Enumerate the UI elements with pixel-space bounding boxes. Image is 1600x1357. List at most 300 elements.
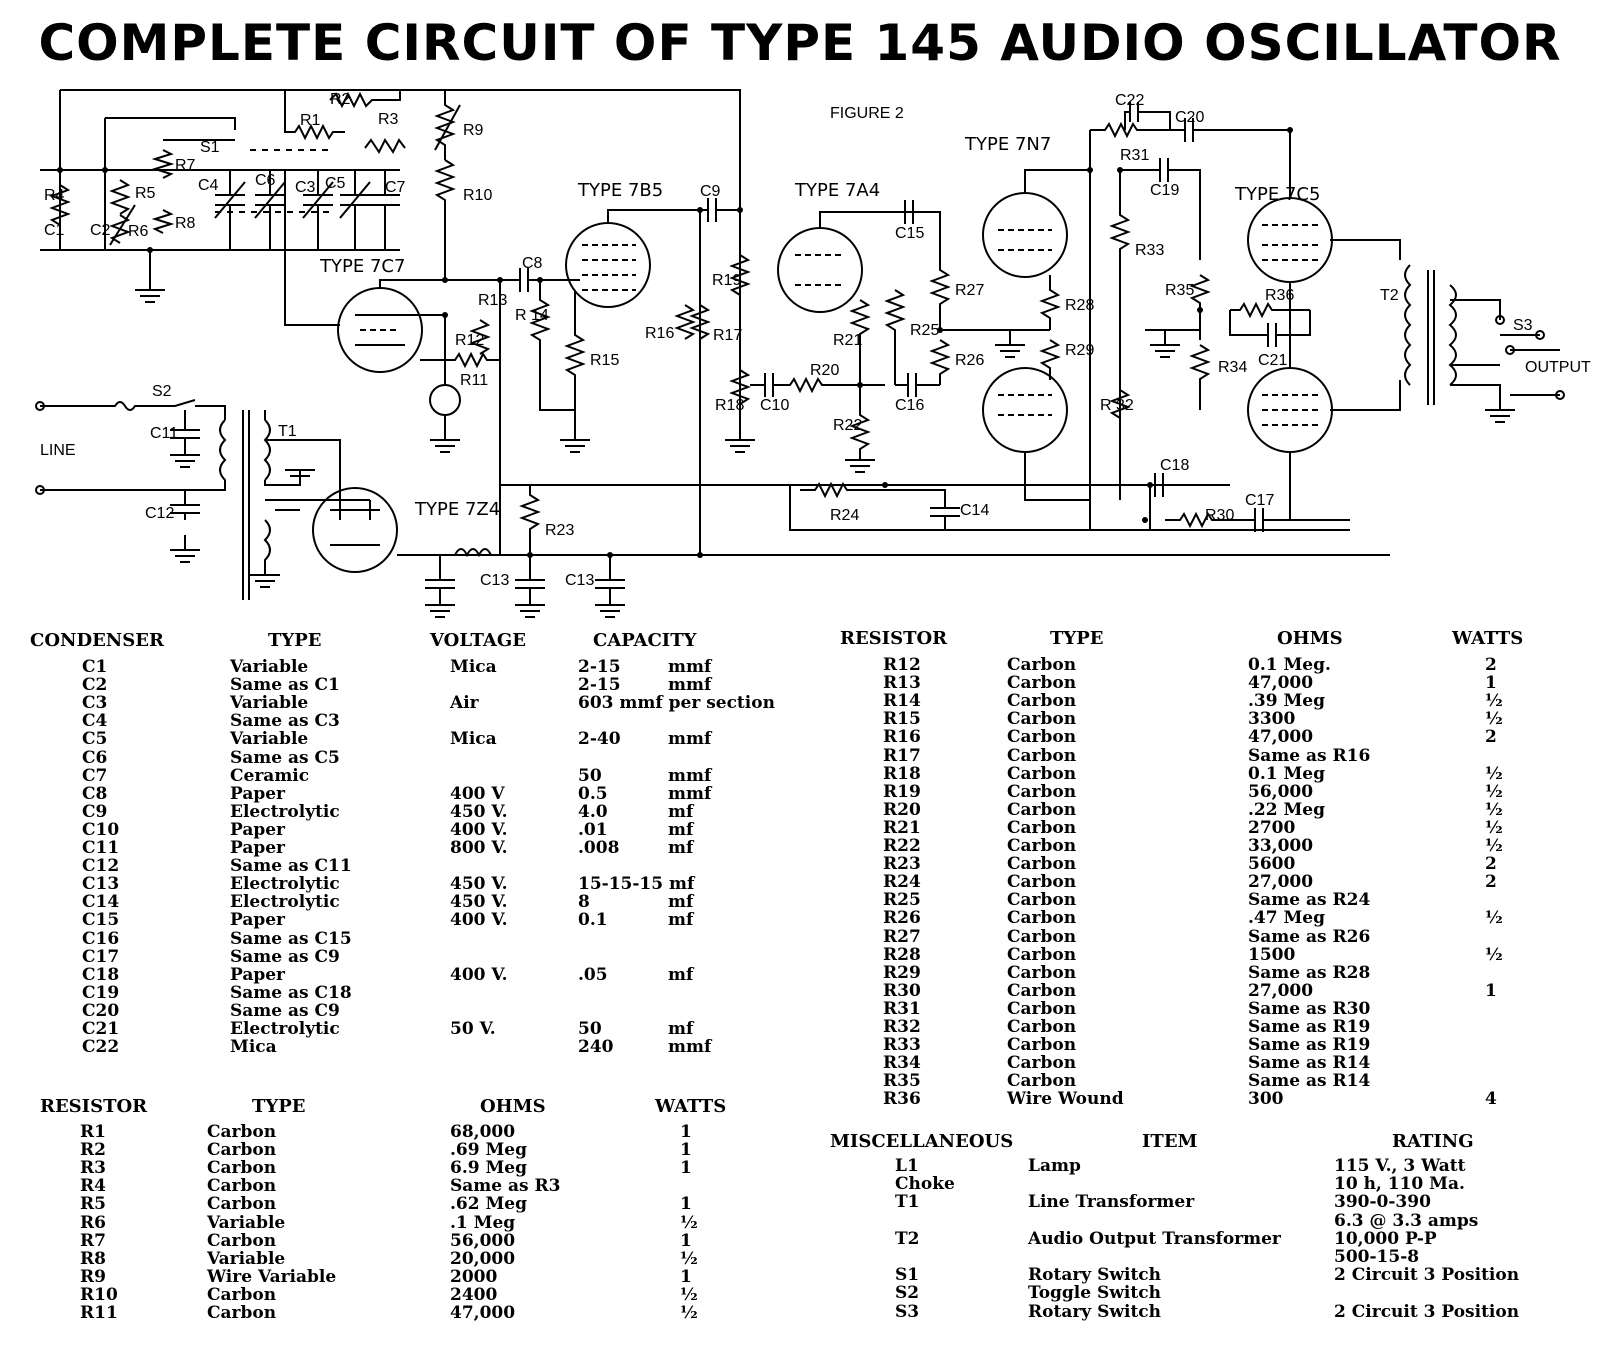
resistor-left-cell: .62 Meg xyxy=(450,1194,528,1215)
resistor-left-cell: Carbon xyxy=(207,1140,277,1161)
resistor-right-cell: Carbon xyxy=(1007,673,1077,694)
resistor-right-cell: Carbon xyxy=(1007,655,1077,675)
resistor-right-cell: R19 xyxy=(883,781,921,802)
tube-7c5-lower xyxy=(1248,368,1332,452)
resistor-left-cell: 1 xyxy=(680,1230,692,1251)
resistor-right-cell: Carbon xyxy=(1007,890,1077,911)
resistor-left-cell: 68,000 xyxy=(450,1122,516,1142)
resistor-right-cell: Carbon xyxy=(1007,962,1077,983)
condenser-cell: C15 xyxy=(82,910,120,931)
condenser-cell: 400 V xyxy=(450,783,505,804)
condenser-cell: mmf xyxy=(668,729,712,750)
condenser-cell: mmf xyxy=(668,783,712,804)
condenser-cell: mmf xyxy=(668,1037,712,1058)
condenser-cell: C1 xyxy=(82,657,108,677)
misc-cell: T1 xyxy=(895,1192,920,1213)
line-label: LINE xyxy=(40,442,76,459)
label-R35: R35 xyxy=(1165,282,1195,299)
resistor-left-header-resistor: RESISTOR xyxy=(40,1096,148,1117)
resistor-right-cell: Carbon xyxy=(1007,1017,1077,1037)
condenser-cell: Same as C9 xyxy=(230,946,340,967)
condenser-cell: mf xyxy=(668,910,694,931)
condenser-cell: 50 V. xyxy=(450,1019,496,1039)
tube-label-7c7: TYPE 7C7 xyxy=(320,256,406,277)
resistor-left-cell: 1 xyxy=(680,1194,692,1215)
label-R14: R 14 xyxy=(515,307,549,324)
label-S3: S3 xyxy=(1513,317,1533,334)
label-C19: C19 xyxy=(1150,182,1180,199)
resistor-right-cell: R27 xyxy=(883,926,921,947)
resistor-left-cell: 2400 xyxy=(450,1284,498,1305)
label-T1: T1 xyxy=(278,423,297,440)
label-R18: R18 xyxy=(715,397,745,414)
label-R29: R29 xyxy=(1065,342,1095,359)
misc-cell: 390-0-390 xyxy=(1334,1192,1431,1213)
resistor-left-cell: R6 xyxy=(80,1212,106,1233)
resistor-right-cell: 2 xyxy=(1485,872,1497,893)
label-R5: R5 xyxy=(135,185,156,202)
label-C13a: C13 xyxy=(480,572,510,589)
condenser-cell: C10 xyxy=(82,819,120,840)
condenser-cell: mf xyxy=(668,964,694,985)
condenser-cell: 0.5 xyxy=(578,783,608,804)
resistor-left-cell: Carbon xyxy=(207,1158,277,1179)
resistor-right-cell: ½ xyxy=(1485,817,1503,838)
condenser-cell: 800 V. xyxy=(450,838,508,858)
tube-7a4 xyxy=(778,228,862,312)
resistor-right-cell: Same as R14 xyxy=(1248,1053,1371,1074)
resistor-right-cell: ½ xyxy=(1485,944,1503,965)
condenser-cell: mmf xyxy=(668,675,712,696)
resistor-right-cell: R29 xyxy=(883,962,921,983)
resistor-right-cell: Same as R14 xyxy=(1248,1071,1371,1092)
resistor-right-cell: Carbon xyxy=(1007,872,1077,893)
misc-cell: 10,000 P-P xyxy=(1334,1228,1437,1249)
condenser-cell: Variable xyxy=(230,693,309,714)
condenser-cell: Paper xyxy=(230,783,286,804)
label-C17: C17 xyxy=(1245,492,1275,509)
tube-label-7z4: TYPE 7Z4 xyxy=(415,499,501,520)
resistor-left-cell: Carbon xyxy=(207,1284,277,1305)
condenser-cell: Same as C15 xyxy=(230,928,352,949)
label-C12: C12 xyxy=(145,505,175,522)
resistor-table-left xyxy=(40,1098,800,1338)
resistor-left-header-watts: WATTS xyxy=(655,1096,727,1117)
condenser-cell: mmf xyxy=(668,765,712,786)
misc-cell: T2 xyxy=(895,1228,920,1249)
condenser-cell: C20 xyxy=(82,1000,120,1021)
resistor-left-cell: R10 xyxy=(80,1284,118,1305)
resistor-right-cell: ½ xyxy=(1485,781,1503,802)
resistor-left-cell: R5 xyxy=(80,1194,106,1215)
condenser-cell: Paper xyxy=(230,910,286,931)
resistor-right-header-ohms: OHMS xyxy=(1277,628,1343,649)
misc-cell: S3 xyxy=(895,1301,920,1322)
condenser-cell: Variable xyxy=(230,729,309,750)
resistor-right-cell: 5600 xyxy=(1248,854,1296,875)
resistor-right-cell: 1 xyxy=(1485,673,1497,694)
condenser-cell: Paper xyxy=(230,838,286,858)
condenser-cell: 2-15 xyxy=(578,657,621,677)
condenser-cell: 450 V. xyxy=(450,801,508,822)
resistor-right-cell: ½ xyxy=(1485,799,1503,820)
resistor-left-cell: 56,000 xyxy=(450,1230,516,1251)
tube-label-7n7: TYPE 7N7 xyxy=(965,134,1052,155)
label-R13: R13 xyxy=(478,292,508,309)
condenser-cell: C12 xyxy=(82,856,120,877)
label-R21: R21 xyxy=(833,332,863,349)
label-C9: C9 xyxy=(700,183,721,200)
resistor-right-cell: Same as R30 xyxy=(1248,998,1371,1019)
circuit-schematic xyxy=(0,80,1600,640)
tube-label-7b5: TYPE 7B5 xyxy=(578,180,664,201)
condenser-cell: mf xyxy=(668,1019,694,1039)
resistor-right-cell: R33 xyxy=(883,1035,921,1056)
resistor-right-cell: Carbon xyxy=(1007,836,1077,856)
resistor-right-header-watts: WATTS xyxy=(1452,628,1524,649)
condenser-table xyxy=(30,632,810,1072)
label-C6: C6 xyxy=(255,172,276,189)
resistor-right-cell: 2 xyxy=(1485,854,1497,875)
tube-7n7-upper xyxy=(983,193,1067,277)
condenser-cell: Mica xyxy=(230,1037,277,1058)
resistor-left-cell: 6.9 Meg xyxy=(450,1158,528,1179)
condenser-cell: C2 xyxy=(82,675,108,696)
resistor-left-cell: R4 xyxy=(80,1176,106,1197)
condenser-header-capacity: CAPACITY xyxy=(593,630,697,651)
label-R22: R22 xyxy=(833,417,863,434)
label-R11: R11 xyxy=(460,372,489,389)
resistor-right-cell: 56,000 xyxy=(1248,781,1314,802)
condenser-cell: 400 V. xyxy=(450,910,508,931)
resistor-right-cell: Same as R16 xyxy=(1248,745,1371,766)
resistor-right-cell: R12 xyxy=(883,655,921,675)
condenser-cell: mf xyxy=(668,892,694,913)
label-C7: C7 xyxy=(385,179,406,196)
condenser-cell: Same as C5 xyxy=(230,747,340,768)
condenser-cell: C4 xyxy=(82,711,108,732)
resistor-left-cell: 20,000 xyxy=(450,1248,516,1269)
resistor-right-cell: R16 xyxy=(883,727,921,748)
condenser-cell: Same as C18 xyxy=(230,982,352,1003)
condenser-cell: 2-15 xyxy=(578,675,621,696)
label-R26: R26 xyxy=(955,352,985,369)
resistor-left-cell: .69 Meg xyxy=(450,1140,528,1161)
resistor-right-cell: Carbon xyxy=(1007,817,1077,838)
resistor-right-cell: 47,000 xyxy=(1248,673,1314,694)
condenser-cell: C21 xyxy=(82,1019,120,1039)
resistor-left-cell: Carbon xyxy=(207,1230,277,1251)
resistor-right-cell: Carbon xyxy=(1007,799,1077,820)
label-R20: R20 xyxy=(810,362,840,379)
resistor-left-cell: R8 xyxy=(80,1248,106,1269)
condenser-cell: Electrolytic xyxy=(230,1019,340,1039)
resistor-left-cell: ½ xyxy=(680,1303,698,1323)
condenser-cell: 450 V. xyxy=(450,892,508,913)
resistor-left-cell: Carbon xyxy=(207,1176,277,1197)
resistor-right-cell: ½ xyxy=(1485,691,1503,712)
condenser-cell: Paper xyxy=(230,819,286,840)
label-C11: C11 xyxy=(150,425,179,442)
condenser-cell: .05 xyxy=(578,964,608,985)
condenser-cell: C8 xyxy=(82,783,108,804)
resistor-left-cell: R2 xyxy=(80,1140,106,1161)
condenser-cell: .008 xyxy=(578,838,620,858)
label-C20: C20 xyxy=(1175,109,1205,126)
resistor-left-cell: 1 xyxy=(680,1140,692,1161)
resistor-right-cell: Same as R26 xyxy=(1248,926,1371,947)
label-R27: R27 xyxy=(955,282,985,299)
condenser-cell: C16 xyxy=(82,928,120,949)
misc-cell: Rotary Switch xyxy=(1028,1301,1162,1322)
label-C8: C8 xyxy=(522,255,543,272)
label-R28: R28 xyxy=(1065,297,1095,314)
label-R3: R3 xyxy=(378,111,399,128)
misc-cell: Lamp xyxy=(1028,1156,1081,1176)
tube-7n7-lower xyxy=(983,368,1067,452)
label-R34: R34 xyxy=(1218,359,1248,376)
resistor-right-cell: R15 xyxy=(883,709,921,730)
misc-cell: Line Transformer xyxy=(1028,1192,1195,1213)
label-C18: C18 xyxy=(1160,457,1190,474)
resistor-right-cell: R35 xyxy=(883,1071,921,1092)
label-R36: R36 xyxy=(1265,287,1295,304)
resistor-right-cell: 2 xyxy=(1485,655,1497,675)
condenser-cell: 400 V. xyxy=(450,964,508,985)
condenser-cell: C9 xyxy=(82,801,108,822)
label-C13b: C13 xyxy=(565,572,595,589)
label-R30: R30 xyxy=(1205,507,1235,524)
resistor-right-header-resistor: RESISTOR xyxy=(840,628,948,649)
condenser-cell: .01 xyxy=(578,819,608,840)
label-C15: C15 xyxy=(895,225,925,242)
misc-cell: 500-15-8 xyxy=(1334,1247,1420,1267)
label-R25: R25 xyxy=(910,322,940,339)
label-S1: S1 xyxy=(200,139,220,156)
label-S2: S2 xyxy=(152,383,172,400)
condenser-cell: C6 xyxy=(82,747,108,768)
condenser-cell: C11 xyxy=(82,838,120,858)
resistor-right-cell: Carbon xyxy=(1007,1071,1077,1092)
label-R19: R19 xyxy=(712,272,742,289)
label-R1: R1 xyxy=(300,112,321,129)
resistor-right-cell: Carbon xyxy=(1007,763,1077,784)
resistor-left-header-ohms: OHMS xyxy=(480,1096,546,1117)
label-R31: R31 xyxy=(1120,147,1150,164)
condenser-cell: Same as C3 xyxy=(230,711,340,732)
label-R7: R7 xyxy=(175,157,196,174)
resistor-right-cell: Carbon xyxy=(1007,727,1077,748)
condenser-cell: Electrolytic xyxy=(230,801,340,822)
misc-header-item: ITEM xyxy=(1142,1131,1198,1152)
resistor-right-cell: R34 xyxy=(883,1053,921,1074)
condenser-cell: 4.0 xyxy=(578,801,608,822)
resistor-right-cell: R25 xyxy=(883,890,921,911)
condenser-cell: C22 xyxy=(82,1037,120,1058)
resistor-right-cell: .22 Meg xyxy=(1248,799,1326,820)
label-C22: C22 xyxy=(1115,92,1145,109)
label-R10: R10 xyxy=(463,187,493,204)
condenser-cell: 603 mmf per section xyxy=(578,693,775,714)
misc-cell: S1 xyxy=(895,1265,920,1286)
label-R24: R24 xyxy=(830,507,860,524)
resistor-right-cell: R21 xyxy=(883,817,921,838)
resistor-left-cell: .1 Meg xyxy=(450,1212,516,1233)
resistor-left-cell: Same as R3 xyxy=(450,1176,561,1197)
resistor-right-cell: 0.1 Meg xyxy=(1248,763,1326,784)
resistor-right-cell: R36 xyxy=(883,1089,921,1110)
label-C10: C10 xyxy=(760,397,790,414)
resistor-right-cell: Carbon xyxy=(1007,1035,1077,1056)
resistor-right-cell: 0.1 Meg. xyxy=(1248,655,1331,675)
condenser-cell: Same as C11 xyxy=(230,856,352,877)
resistor-table-right xyxy=(840,630,1580,1120)
resistor-right-cell: Carbon xyxy=(1007,854,1077,875)
condenser-cell: 2-40 xyxy=(578,729,621,750)
resistor-right-cell: .39 Meg xyxy=(1248,691,1326,712)
condenser-cell: Same as C1 xyxy=(230,675,340,696)
resistor-left-cell: R3 xyxy=(80,1158,106,1179)
condenser-cell: C18 xyxy=(82,964,120,985)
condenser-cell: Variable xyxy=(230,657,309,677)
resistor-right-cell: Carbon xyxy=(1007,908,1077,929)
label-R32: R 32 xyxy=(1100,397,1134,414)
label-R15: R15 xyxy=(590,352,620,369)
label-C5: C5 xyxy=(325,175,346,192)
condenser-cell: 15-15-15 mf xyxy=(578,874,695,895)
resistor-left-cell: Carbon xyxy=(207,1122,277,1142)
resistor-left-cell: R1 xyxy=(80,1122,106,1142)
label-C16: C16 xyxy=(895,397,925,414)
resistor-right-cell: 27,000 xyxy=(1248,872,1314,893)
resistor-right-cell: 1500 xyxy=(1248,944,1296,965)
resistor-right-cell: Carbon xyxy=(1007,944,1077,965)
resistor-left-cell: Variable xyxy=(207,1212,286,1233)
condenser-cell: C13 xyxy=(82,874,120,895)
resistor-right-cell: ½ xyxy=(1485,763,1503,784)
label-R12: R12 xyxy=(455,332,485,349)
resistor-left-cell: 1 xyxy=(680,1122,692,1142)
resistor-left-cell: R11 xyxy=(80,1303,118,1323)
tube-7c5-upper xyxy=(1248,198,1332,282)
resistor-right-cell: ½ xyxy=(1485,836,1503,856)
resistor-right-cell: Carbon xyxy=(1007,709,1077,730)
condenser-cell: C19 xyxy=(82,982,120,1003)
resistor-right-cell: R23 xyxy=(883,854,921,875)
miscellaneous-table xyxy=(830,1133,1590,1343)
resistor-left-cell: 1 xyxy=(680,1158,692,1179)
resistor-left-cell: Carbon xyxy=(207,1194,277,1215)
resistor-right-cell: 33,000 xyxy=(1248,836,1314,856)
resistor-right-cell: 1 xyxy=(1485,980,1497,1001)
label-C21: C21 xyxy=(1258,352,1288,369)
condenser-cell: 240 xyxy=(578,1037,614,1058)
output-label: OUTPUT xyxy=(1525,359,1591,376)
resistor-right-cell: Carbon xyxy=(1007,980,1077,1001)
condenser-cell: 450 V. xyxy=(450,874,508,895)
resistor-right-cell: ½ xyxy=(1485,908,1503,929)
resistor-right-cell: R14 xyxy=(883,691,921,712)
tube-7b5 xyxy=(566,223,650,307)
condenser-cell: C5 xyxy=(82,729,108,750)
condenser-cell: C17 xyxy=(82,946,120,967)
resistor-left-cell: R9 xyxy=(80,1266,106,1287)
resistor-left-cell: Carbon xyxy=(207,1303,277,1323)
condenser-header-voltage: VOLTAGE xyxy=(430,630,526,651)
resistor-right-cell: R28 xyxy=(883,944,921,965)
condenser-cell: Air xyxy=(450,693,479,714)
condenser-cell: C14 xyxy=(82,892,120,913)
resistor-right-cell: R20 xyxy=(883,799,921,820)
condenser-cell: Ceramic xyxy=(230,765,310,786)
label-C2: C2 xyxy=(90,222,111,239)
resistor-right-cell: Carbon xyxy=(1007,998,1077,1019)
misc-cell: S2 xyxy=(895,1283,920,1304)
resistor-left-cell: ½ xyxy=(680,1284,698,1305)
label-C3: C3 xyxy=(295,179,316,196)
resistor-right-cell: R17 xyxy=(883,745,921,766)
label-R33: R33 xyxy=(1135,242,1165,259)
resistor-left-cell: Variable xyxy=(207,1248,286,1269)
misc-cell: Audio Output Transformer xyxy=(1028,1228,1281,1249)
resistor-right-cell: Carbon xyxy=(1007,691,1077,712)
resistor-right-cell: Same as R19 xyxy=(1248,1035,1371,1056)
resistor-right-cell: Same as R24 xyxy=(1248,890,1371,911)
misc-cell: Toggle Switch xyxy=(1028,1283,1161,1304)
resistor-right-cell: R22 xyxy=(883,836,921,856)
tube-label-7a4: TYPE 7A4 xyxy=(795,180,881,201)
label-C1: C1 xyxy=(44,222,65,239)
misc-header-rating: RATING xyxy=(1392,1131,1474,1152)
label-R4: R4 xyxy=(44,187,65,204)
misc-cell: 2 Circuit 3 Position xyxy=(1334,1265,1520,1286)
misc-cell: 10 h, 110 Ma. xyxy=(1334,1174,1465,1195)
condenser-cell: 50 xyxy=(578,1019,602,1039)
condenser-cell: mf xyxy=(668,819,694,840)
resistor-left-cell: Wire Variable xyxy=(207,1266,337,1287)
condenser-header-condenser: CONDENSER xyxy=(30,630,164,651)
condenser-cell: C3 xyxy=(82,693,108,714)
condenser-cell: mmf xyxy=(668,657,712,677)
condenser-cell: 8 xyxy=(578,892,590,913)
misc-cell: Rotary Switch xyxy=(1028,1265,1162,1286)
condenser-cell: Paper xyxy=(230,964,286,985)
resistor-left-header-type: TYPE xyxy=(252,1096,306,1117)
resistor-right-cell: 3300 xyxy=(1248,709,1296,730)
label-R16: R16 xyxy=(645,325,675,342)
resistor-right-cell: Carbon xyxy=(1007,926,1077,947)
condenser-cell: 400 V. xyxy=(450,819,508,840)
condenser-cell: Electrolytic xyxy=(230,892,340,913)
resistor-right-cell: R24 xyxy=(883,872,921,893)
resistor-right-cell: .47 Meg xyxy=(1248,908,1326,929)
resistor-right-cell: 2700 xyxy=(1248,817,1296,838)
figure-label: FIGURE 2 xyxy=(830,105,904,122)
condenser-cell: Mica xyxy=(450,729,497,750)
resistor-right-cell: R13 xyxy=(883,673,921,694)
resistor-right-cell: 47,000 xyxy=(1248,727,1314,748)
resistor-left-cell: 2000 xyxy=(450,1266,498,1287)
resistor-right-cell: Carbon xyxy=(1007,745,1077,766)
label-T2: T2 xyxy=(1380,287,1399,304)
misc-cell: Choke xyxy=(895,1174,955,1195)
condenser-cell: Same as C9 xyxy=(230,1000,340,1021)
condenser-cell: Electrolytic xyxy=(230,874,340,895)
resistor-right-cell: Carbon xyxy=(1007,781,1077,802)
resistor-left-cell: ½ xyxy=(680,1212,698,1233)
resistor-right-cell: R32 xyxy=(883,1017,921,1037)
resistor-right-cell: R18 xyxy=(883,763,921,784)
